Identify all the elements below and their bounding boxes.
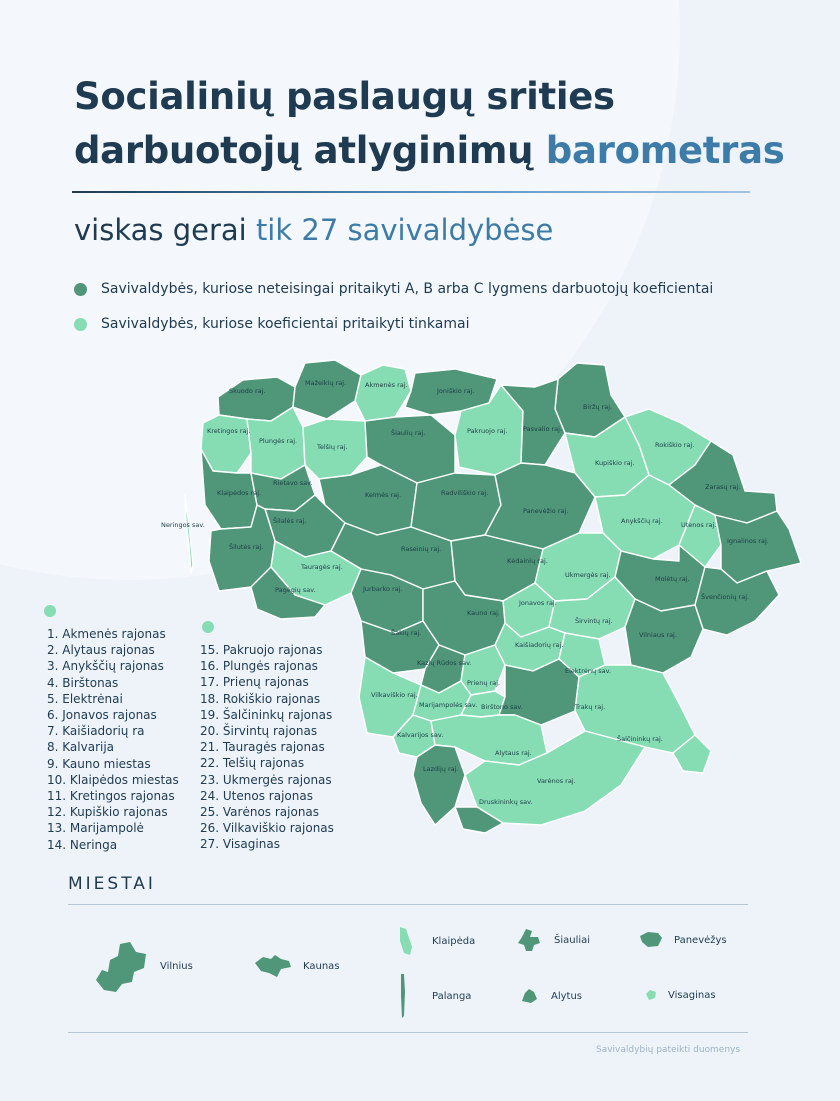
region-akmenes bbox=[355, 365, 411, 421]
list-item: 24. Utenos rajonas bbox=[200, 788, 313, 803]
label-jonavos: Jonavos raj. bbox=[519, 599, 557, 607]
kaunas-shape-icon bbox=[253, 953, 293, 979]
label-traku: Trakų raj. bbox=[575, 703, 606, 711]
label-pagegiu: Pagėgių sav. bbox=[275, 586, 316, 594]
city-label-siauliai: Šiauliai bbox=[554, 934, 591, 946]
list-item: 8. Kalvarija bbox=[47, 740, 115, 755]
list-item: 7. Kaišiadorių ra bbox=[47, 724, 145, 739]
list-item: 26. Vilkaviškio rajonas bbox=[200, 821, 334, 836]
cities-divider-top bbox=[68, 904, 748, 905]
title-line-1: Socialinių paslaugų srities bbox=[74, 75, 615, 118]
city-siauliai bbox=[516, 927, 590, 953]
legend-label-correct: Savivaldybės, kuriose koeficientai pritaikyti tinkamai bbox=[101, 316, 470, 332]
label-ukmerges: Ukmergės raj. bbox=[565, 571, 611, 579]
subtitle bbox=[74, 213, 553, 247]
region-mazeikiu bbox=[293, 360, 361, 419]
list-item: 13. Marijampolė bbox=[47, 821, 144, 836]
list-item: 10. Klaipėdos miestas bbox=[47, 772, 179, 787]
label-kupiskio: Kupiškio raj. bbox=[595, 459, 635, 467]
label-kelmes: Kelmės raj. bbox=[365, 491, 402, 499]
vilnius-shape-icon bbox=[92, 938, 150, 994]
label-elektrenu: Elektrėnų sav. bbox=[565, 667, 611, 675]
siauliai-shape-icon bbox=[516, 927, 544, 953]
city-panevezys bbox=[638, 930, 727, 950]
label-mazeikiu: Mažeikių raj. bbox=[305, 379, 347, 387]
page-title bbox=[74, 70, 794, 178]
label-kedainiu: Kėdainių raj. bbox=[507, 557, 548, 565]
label-utenos: Utenos raj. bbox=[681, 521, 717, 529]
label-birstono: Birštono sav. bbox=[481, 703, 523, 711]
label-neringos: Neringos sav. bbox=[161, 521, 205, 529]
city-label-kaunas: Kaunas bbox=[303, 960, 340, 972]
light-green-dot-icon bbox=[74, 318, 87, 331]
legend-label-incorrect: Savivaldybės, kuriose neteisingai pritaikyti A, B arba C lygmens darbuotojų koeficientai bbox=[101, 281, 714, 297]
label-akmenes: Akmenės raj. bbox=[365, 381, 408, 389]
label-alytaus: Alytaus raj. bbox=[495, 749, 532, 757]
map-legend bbox=[74, 275, 713, 345]
label-rokiskio: Rokiškio raj. bbox=[655, 441, 695, 449]
city-palanga bbox=[396, 972, 471, 1020]
label-kauno: Kauno raj. bbox=[467, 609, 500, 617]
list-item: 14. Neringa bbox=[47, 837, 118, 852]
list-item: 9. Kauno miestas bbox=[47, 756, 151, 771]
label-sakiu: Šakių raj. bbox=[391, 629, 422, 637]
list-item: 17. Prienų rajonas bbox=[200, 675, 309, 690]
city-alytus bbox=[519, 987, 582, 1005]
list-item: 21. Tauragės rajonas bbox=[200, 740, 325, 755]
list-item: 27. Visaginas bbox=[200, 837, 280, 852]
city-visaginas bbox=[644, 988, 716, 1002]
legend-item-incorrect bbox=[74, 275, 713, 303]
list-item: 6. Jonavos rajonas bbox=[47, 708, 157, 723]
cities-divider-bottom bbox=[68, 1032, 748, 1033]
list-item: 12. Kupiškio rajonas bbox=[47, 805, 168, 820]
label-skuodo: Skuodo raj. bbox=[229, 387, 266, 395]
label-taurages: Tauragės raj. bbox=[301, 563, 343, 571]
label-silales: Šilalės raj. bbox=[273, 517, 307, 525]
city-label-visaginas: Visaginas bbox=[668, 989, 716, 1001]
label-vilniaus: Vilniaus raj. bbox=[639, 631, 677, 639]
label-druskininku: Druskininkų sav. bbox=[479, 798, 533, 806]
source-note: Savivaldybių pateikti duomenys bbox=[596, 1045, 741, 1055]
city-klaipeda bbox=[396, 925, 475, 957]
label-moletu: Molėtų raj. bbox=[655, 575, 690, 583]
city-label-vilnius: Vilnius bbox=[160, 960, 193, 972]
list-item: 11. Kretingos rajonas bbox=[47, 789, 175, 804]
list-item: 25. Varėnos rajonas bbox=[200, 805, 320, 820]
city-label-alytus: Alytus bbox=[551, 990, 583, 1002]
list-item: 19. Šalčininkų rajonas bbox=[200, 707, 333, 722]
city-label-klaipeda: Klaipėda bbox=[432, 935, 476, 947]
label-joniskio: Joniškio raj. bbox=[437, 387, 475, 395]
label-pakruojo: Pakruojo raj. bbox=[467, 427, 508, 435]
list-item: 20. Širvintų rajonas bbox=[200, 724, 318, 739]
list-item: 1. Akmenės rajonas bbox=[47, 627, 166, 641]
region-neringa bbox=[185, 495, 193, 573]
label-raseiniu: Raseinių raj. bbox=[401, 545, 442, 553]
label-kalvarijos: Kalvarijos sav. bbox=[397, 731, 444, 739]
region-ignalinos bbox=[715, 511, 801, 583]
list-2-dot-icon bbox=[202, 621, 214, 633]
list-item: 2. Alytaus rajonas bbox=[47, 643, 155, 658]
label-varenos: Varėnos raj. bbox=[537, 777, 576, 785]
klaipeda-shape-icon bbox=[396, 925, 422, 957]
list-1-dot-icon bbox=[44, 605, 56, 617]
title-divider bbox=[72, 191, 750, 193]
list-item: 4. Birštonas bbox=[47, 675, 119, 690]
label-rietavo: Rietavo sav. bbox=[273, 479, 313, 487]
label-klaipedos: Klaipėdos raj. bbox=[217, 489, 262, 497]
label-kazlu-rudos: Kazlų Rūdos sav. bbox=[417, 659, 472, 667]
municipality-list-2 bbox=[200, 642, 334, 853]
label-salcininku: Šalčininkų raj. bbox=[617, 735, 663, 743]
list-item: 3. Anykščių rajonas bbox=[47, 659, 164, 674]
label-kaisiadoriu: Kaišiadorių raj. bbox=[515, 641, 564, 649]
label-prienu: Prienų raj. bbox=[467, 679, 501, 687]
municipality-list-1 bbox=[47, 626, 179, 853]
label-jurbarko: Jurbarko raj. bbox=[363, 585, 403, 593]
list-item: 16. Plungės rajonas bbox=[200, 659, 318, 674]
list-item: 23. Ukmergės rajonas bbox=[200, 772, 332, 787]
list-item: 22. Telšių rajonas bbox=[200, 756, 305, 771]
label-telsiu: Telšių raj. bbox=[317, 443, 348, 451]
label-ignalinos: Ignalinos raj. bbox=[727, 537, 769, 545]
label-siauliu: Šiaulių raj. bbox=[391, 429, 426, 437]
title-line-2-dark: darbuotojų atlyginimų bbox=[74, 129, 546, 172]
legend-item-correct bbox=[74, 310, 713, 338]
dark-green-dot-icon bbox=[74, 283, 87, 296]
palanga-shape-icon bbox=[396, 972, 422, 1020]
label-sirvintu: Širvintų raj. bbox=[575, 617, 613, 625]
list-item: 5. Elektrėnai bbox=[47, 691, 123, 706]
subtitle-part-1: viskas gerai bbox=[74, 213, 256, 247]
city-kaunas bbox=[253, 953, 340, 979]
visaginas-shape-icon bbox=[644, 988, 658, 1002]
city-label-panevezys: Panevėžys bbox=[674, 934, 727, 946]
city-label-palanga: Palanga bbox=[432, 990, 472, 1002]
panevezys-shape-icon bbox=[638, 930, 664, 950]
alytus-shape-icon bbox=[519, 987, 541, 1005]
cities-heading: MIESTAI bbox=[68, 874, 156, 894]
list-item: 15. Pakruojo rajonas bbox=[200, 643, 323, 657]
title-line-2-accent: barometras bbox=[545, 129, 785, 172]
label-birzu: Biržų raj. bbox=[583, 403, 613, 411]
label-zarasu: Zarasų raj. bbox=[705, 483, 741, 491]
label-silutes: Šilutės raj. bbox=[229, 543, 264, 551]
label-panevezio: Panevėžio raj. bbox=[523, 507, 569, 515]
label-plunges: Plungės raj. bbox=[259, 437, 298, 445]
label-anyksciu: Anykščių raj. bbox=[621, 517, 663, 525]
label-marijampoles: Marijampolės sav. bbox=[419, 701, 478, 709]
label-radviliskio: Radviliškio raj. bbox=[441, 489, 489, 497]
label-kretingos: Kretingos raj. bbox=[207, 427, 251, 435]
subtitle-part-2: tik 27 savivaldybėse bbox=[255, 213, 554, 247]
label-vilkaviskio: Vilkaviškio raj. bbox=[371, 691, 418, 699]
label-pasvalio: Pasvalio raj. bbox=[523, 425, 563, 433]
list-item: 18. Rokiškio rajonas bbox=[200, 691, 321, 706]
city-vilnius bbox=[92, 938, 193, 994]
label-lazdiju: Lazdijų raj. bbox=[423, 765, 459, 773]
label-svencioniu: Švenčionių raj. bbox=[701, 593, 750, 601]
